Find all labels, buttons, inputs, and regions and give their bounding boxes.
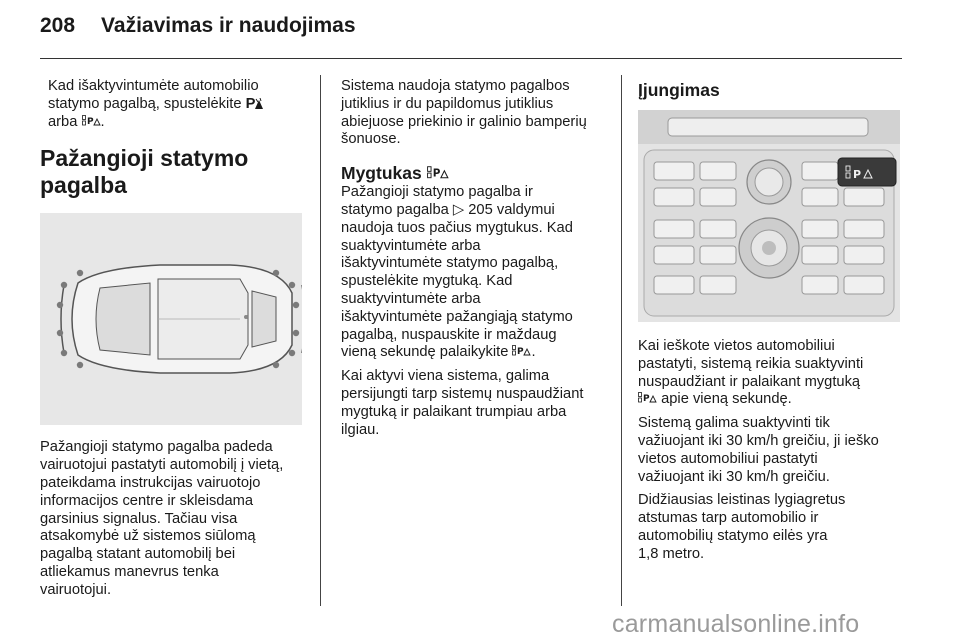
chapter-title: Važiavimas ir naudojimas (101, 14, 356, 37)
svg-text:P: P (432, 167, 441, 180)
intro-paragraph: Sistema naudoja statymo pagalbos jutiklius ir du papildomus jutiklius abiejuose priekinio ir galinio bamperių šonuose. (341, 78, 587, 148)
section-heading: Mygtukas P (341, 163, 604, 184)
description-paragraph: Pažangioji statymo pagalba padeda vairuotojui pastatyti automobilį į vietą, pateikdama instrukcijas vairuotojo informacijos centre ir skleisdama garsinius signalus. Tačiau visa atsakomybė už sistemos siūlomą pagalbą statant automobilį bei atliekamus manevrus tenka vairuotojui. (40, 439, 284, 598)
page-reference-icon: ▷ (452, 201, 465, 218)
svg-text:P: P (643, 394, 650, 404)
speed-paragraph: Sistemą galima suaktyvinti tik važiuojant iki 30 km/h greičiu, ji ieško vietos automobiliui pastatyti važiuojant iki 30 km/h greičiu. (638, 415, 879, 485)
section-heading: Pažangioji statymo pagalba (40, 145, 249, 199)
page-header (40, 14, 356, 38)
intro-line: statymo pagalbą, spustelėkite P (48, 96, 302, 114)
activation-paragraph: Kai ieškote vietos automobiliui pastatyti, sistemą reikia suaktyvinti nuspaudžiant ir palaikant mygtuką P apie vieną sekundę. (638, 338, 864, 408)
page-number: 208 (40, 14, 76, 37)
advanced-parking-icon (638, 391, 657, 407)
distance-paragraph: Didžiausias leistinas lygiagretus atstumas tarp automobilio ir automobilių statymo eilės yra 1,8 metro. (638, 492, 846, 562)
intro-paragraph (40, 78, 302, 131)
intro-line: Kad išaktyvintumėte automobilio (48, 78, 259, 94)
parking-assist-icon: P (246, 96, 264, 112)
advanced-parking-icon (512, 344, 531, 360)
column-divider (621, 75, 622, 606)
header-divider (40, 58, 902, 59)
column-3 (638, 78, 902, 564)
car-top-view-figure (40, 213, 302, 425)
column-divider (320, 75, 321, 606)
column-1 (40, 78, 302, 600)
buttons-paragraph: Pažangioji statymo pagalba ir statymo pagalba ▷ 205 valdymui naudoja tuos pačius mygtukus. Kad suaktyvintumėte arba išaktyvintumėte statymo pagalbą, spustelėkite mygtuką. Kad suaktyvintumėte arba išaktyvintumėte pažangiąją statymo pagalbą, nuspauskite ir maždaug vieną sekundę palaikykite P . (341, 184, 573, 361)
center-console-figure (638, 110, 900, 322)
column-2 (341, 78, 604, 439)
advanced-parking-icon (427, 163, 449, 183)
section-heading: Įjungimas (638, 80, 720, 100)
svg-text:P: P (853, 168, 862, 181)
watermark: carmanualsonline.info (612, 610, 860, 638)
switching-paragraph: Kai aktyvi viena sistema, galima persijungti tarp sistemų nuspaudžiant mygtuką ir palaikant trumpiau arba ilgiau. (341, 368, 584, 438)
svg-text:P: P (86, 116, 94, 126)
intro-line: arba P . (48, 113, 105, 130)
svg-text:P: P (517, 347, 525, 357)
advanced-parking-icon (82, 114, 101, 130)
